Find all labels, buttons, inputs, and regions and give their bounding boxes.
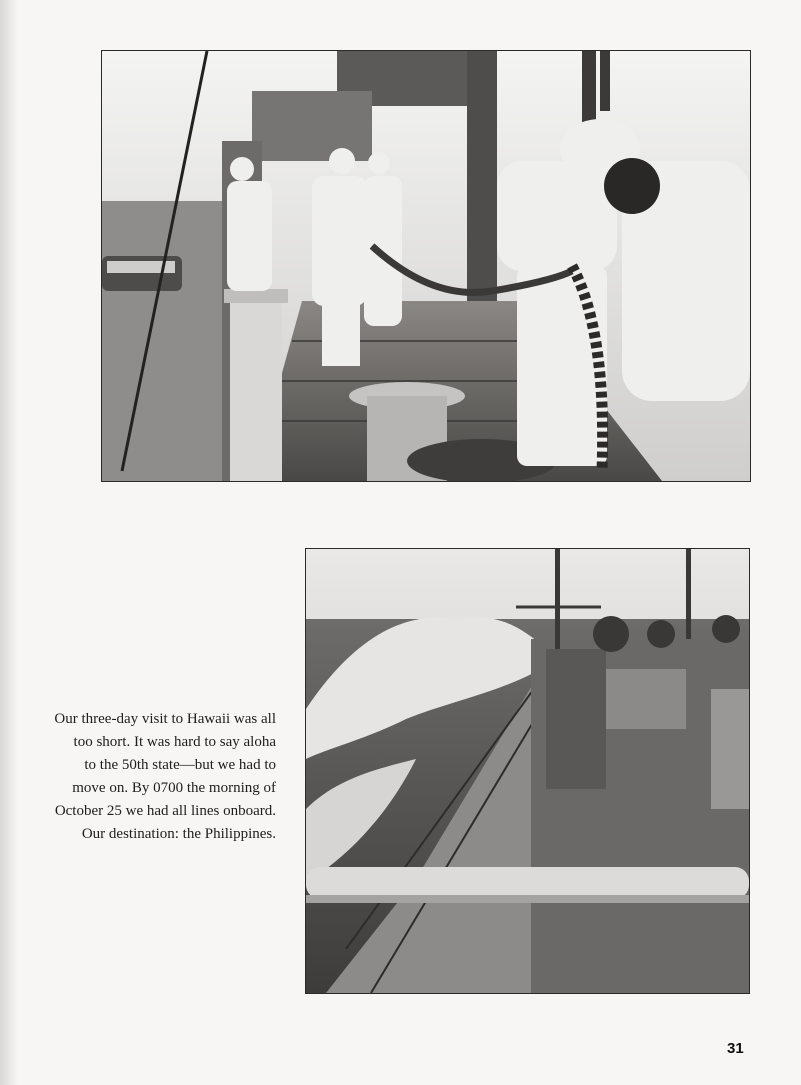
caption-line: Our three-day visit to Hawaii was all — [54, 711, 276, 727]
caption-line: move on. By 0700 the morning of — [72, 780, 276, 796]
page-gutter-shade — [0, 0, 18, 1085]
caption-line: Our destination: the Philippines. — [81, 826, 276, 842]
photo-caption — [14, 708, 276, 846]
photo-ship-in-heavy-seas — [305, 548, 750, 994]
page-number: 31 — [727, 1040, 744, 1057]
photo-sailors-hauling-lines — [101, 50, 751, 482]
caption-line: October 25 we had all lines onboard. — [54, 803, 276, 819]
caption-line: to the 50th state—but we had to — [84, 757, 276, 773]
caption-line: too short. It was hard to say aloha — [73, 734, 276, 750]
